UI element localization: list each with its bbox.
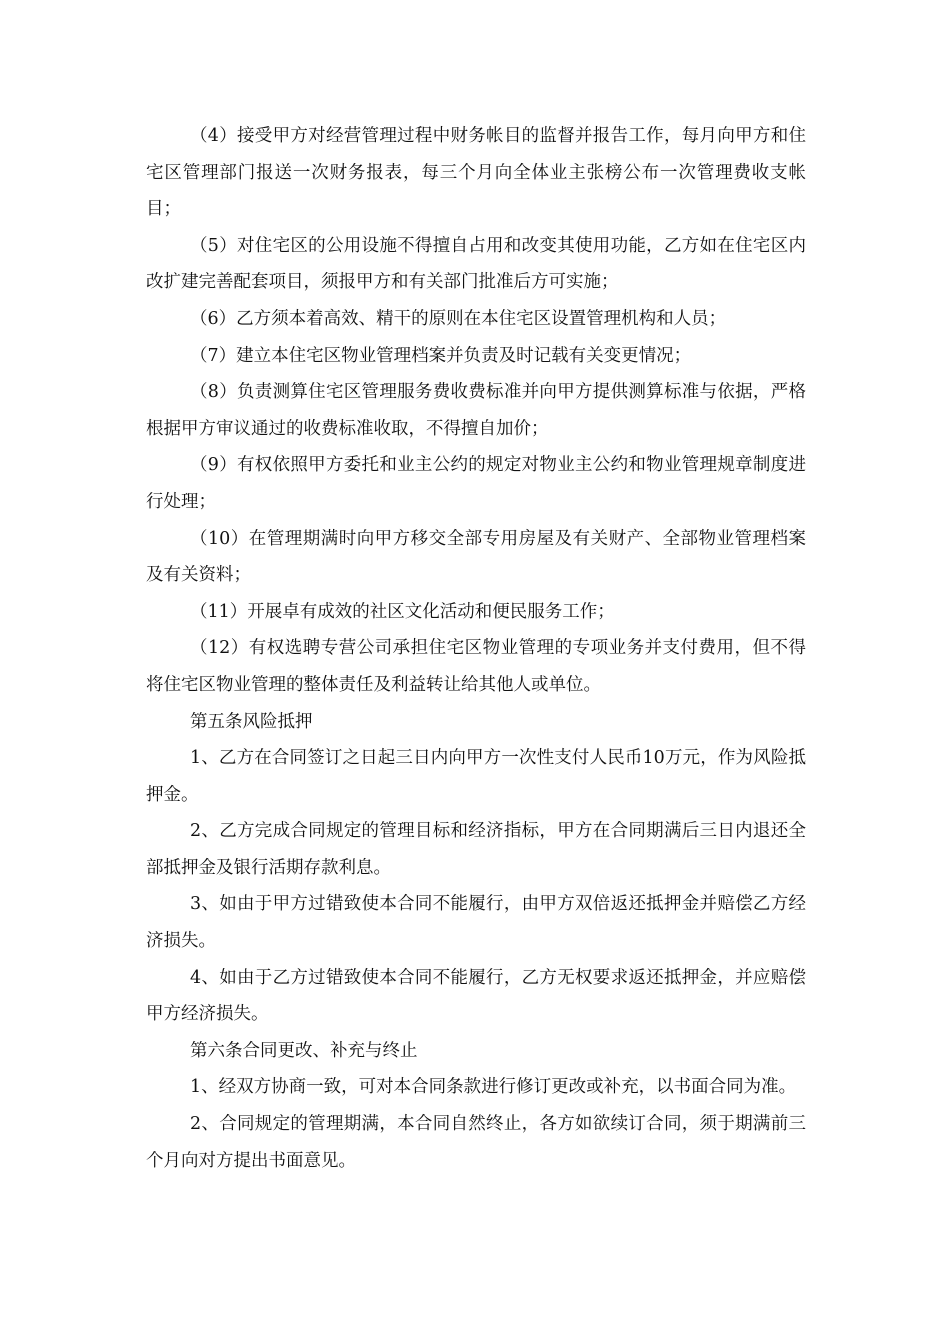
article-6-item-1: 1、经双方协商一致，可对本合同条款进行修订更改或补充，以书面合同为准。 xyxy=(190,1077,797,1098)
clause-item-6: （6）乙方须本着高效、精干的原则在本住宅区设置管理机构和人员； xyxy=(190,308,727,329)
article-5-item-1: 1、乙方在合同签订之日起三日内向甲方一次性支付人民币10万元，作为风险抵押金。 xyxy=(146,748,806,805)
clause-item-5: （5）对住宅区的公用设施不得擅自占用和改变其使用功能，乙方如在住宅区内改扩建完善配套项目，须报甲方和有关部门批准后方可实施； xyxy=(146,235,806,293)
article-5-item-3: 3、如由于甲方过错致使本合同不能履行，由甲方双倍返还抵押金并赔偿乙方经济损失。 xyxy=(146,894,806,952)
clause-item-4: （4）接受甲方对经营管理过程中财务帐目的监督并报告工作，每月向甲方和住宅区管理部门报送一次财务报表，每三个月向全体业主张榜公布一次管理费收支帐目； xyxy=(146,126,806,220)
clause-item-11: （11）开展卓有成效的社区文化活动和便民服务工作； xyxy=(190,601,615,622)
clause-item-8: （8）负责测算住宅区管理服务费收费标准并向甲方提供测算标准与依据，严格根据甲方审议通过的收费标准收取，不得擅自加价； xyxy=(146,382,806,439)
clause-item-7: （7）建立本住宅区物业管理档案并负责及时记载有关变更情况； xyxy=(190,345,692,366)
article-5-item-2: 2、乙方完成合同规定的管理目标和经济指标，甲方在合同期满后三日内退还全部抵押金及银行活期存款利息。 xyxy=(146,821,806,878)
clause-item-12: （12）有权选聘专营公司承担住宅区物业管理的专项业务并支付费用，但不得将住宅区物业管理的整体责任及利益转让给其他人或单位。 xyxy=(146,638,806,695)
article-5-heading: 第五条风险抵押 xyxy=(190,711,313,732)
article-6-heading: 第六条合同更改、补充与终止 xyxy=(190,1040,418,1061)
article-5-item-4: 4、如由于乙方过错致使本合同不能履行，乙方无权要求返还抵押金，并应赔偿甲方经济损失。 xyxy=(146,967,806,1025)
clause-item-9: （9）有权依照甲方委托和业主公约的规定对物业主公约和物业管理规章制度进行处理； xyxy=(146,455,806,512)
document-body xyxy=(146,118,806,1179)
clause-item-10: （10）在管理期满时向甲方移交全部专用房屋及有关财产、全部物业管理档案及有关资料； xyxy=(146,528,806,586)
article-6-item-2: 2、合同规定的管理期满，本合同自然终止，各方如欲续订合同，须于期满前三个月向对方提出书面意见。 xyxy=(146,1114,806,1171)
